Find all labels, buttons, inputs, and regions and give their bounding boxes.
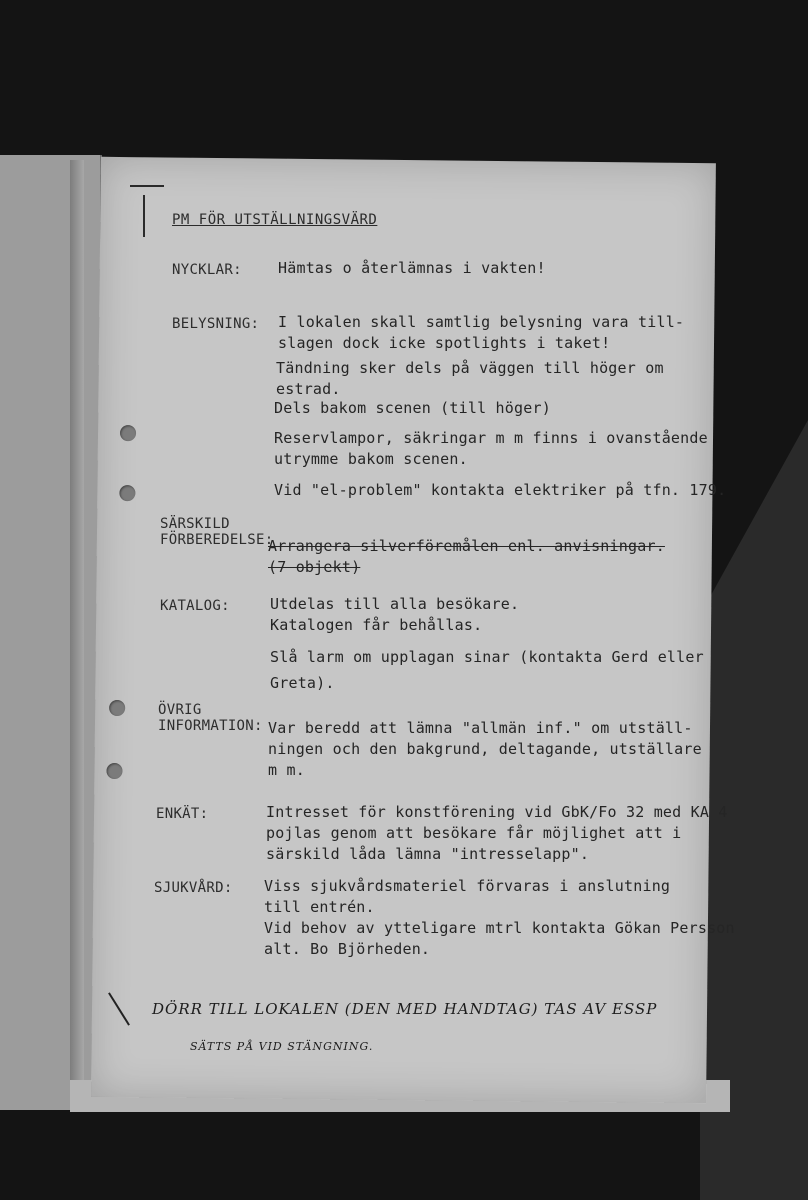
section-text: Intresset för konstförening vid GbK/Fo 32 med KA 4 pojlas genom att besökare får möjlighet att i särskild låda lämna "intresselapp". (266, 803, 728, 863)
section-text: Slå larm om upplagan sinar (kontakta Gerd eller Greta). (270, 648, 704, 692)
section-text: Vid "el-problem" kontakta elektriker på tfn. 179. (274, 481, 727, 499)
section-text: Tändning sker dels på väggen till höger om estrad. (276, 359, 664, 398)
margin-bar (143, 195, 145, 237)
section-label: NYCKLAR: (172, 262, 242, 278)
punch-hole (119, 485, 135, 501)
section-text: Utdelas till alla besökare. Katalogen får behållas. (270, 595, 520, 634)
punch-holes (101, 157, 716, 163)
section-label: BELYSNING: (172, 316, 260, 332)
handwritten-note-line2: SÄTTS PÅ VID STÄNGNING. (190, 1040, 374, 1053)
section-text: Viss sjukvårdsmateriel förvaras i anslutning till entrén. Vid behov av ytteligare mtrl kontakta Gökan Persson alt. Bo Björheden. (264, 877, 735, 958)
margin-mark (130, 185, 164, 187)
binder-spine (70, 160, 84, 1105)
section-label: SJUKVÅRD: (154, 880, 233, 896)
section-label: SÄRSKILD FÖRBEREDELSE: (160, 516, 274, 548)
section-text: Hämtas o återlämnas i vakten! (278, 259, 546, 277)
section-text: Dels bakom scenen (till höger) (274, 399, 551, 417)
section-label: ÖVRIG INFORMATION: (158, 702, 263, 734)
punch-hole (106, 763, 122, 779)
handwritten-note-line1: DÖRR TILL LOKALEN (DEN MED HANDTAG) TAS AV ESSP (152, 1000, 658, 1018)
section-text-struck: Arrangera silverföremålen enl. anvisningar. (7 objekt) (268, 537, 665, 576)
section-text: Var beredd att lämna "allmän inf." om utställ- ningen och den bakgrund, deltagande, utställare m m. (268, 719, 702, 779)
document-title: PM FÖR UTSTÄLLNINGSVÄRD (172, 212, 378, 228)
section-text: Reservlampor, säkringar m m finns i ovanstående utrymme bakom scenen. (274, 429, 708, 468)
section-label: ENKÄT: (156, 806, 209, 822)
section-text: I lokalen skall samtlig belysning vara till- slagen dock icke spotlights i taket! (278, 313, 685, 352)
punch-hole (109, 700, 125, 716)
binder-left-page (0, 155, 102, 1110)
section-label: KATALOG: (160, 598, 230, 614)
punch-hole (120, 425, 136, 441)
